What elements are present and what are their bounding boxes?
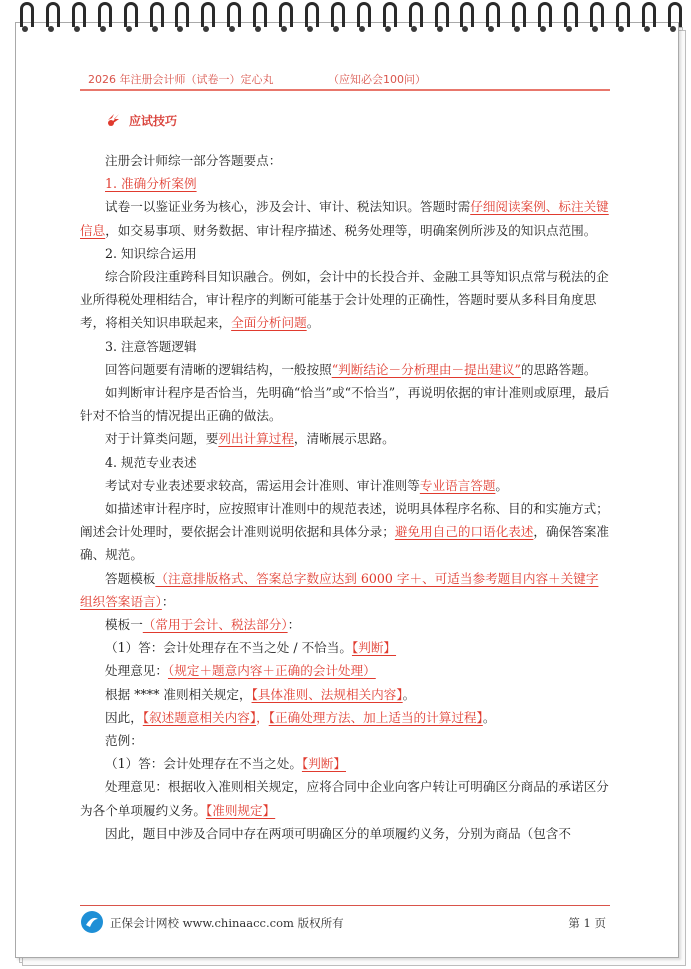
binding-ring bbox=[562, 2, 574, 36]
example-line-1: （1）答：会计处理存在不当之处。【判断】 bbox=[105, 756, 346, 772]
binding-ring bbox=[640, 2, 652, 36]
example-line-2: 处理意见：根据收入准则相关规定，应将合同中企业向客户转让可明确区分商品的承诺区分为各个单项履约义务。【准则规定】 bbox=[80, 779, 609, 818]
paragraph-5: 对于计算类问题，要列出计算过程，清晰展示思路。 bbox=[105, 431, 395, 447]
flame-icon bbox=[105, 111, 123, 129]
binding-ring bbox=[122, 2, 134, 36]
example-line-3: 因此，题目中涉及合同中存在两项可明确区分的单项履约义务，分别为商品（包含不 bbox=[105, 825, 571, 841]
intro-line: 注册会计师综一部分答题要点： bbox=[105, 153, 282, 168]
binding-ring bbox=[18, 2, 30, 36]
binding-ring bbox=[303, 2, 315, 36]
template-line-3: 根据 **** 准则相关规定，【具体准则、法规相关内容】。 bbox=[105, 686, 416, 702]
paragraph-7: 如描述审计程序时，应按照审计准则中的规范表述，说明具体程序名称、目的和实施方式；阐述会计处理时，要依据会计准则说明依据和具体分录；避免用自己的口语化表述，确保答案准确、规范。 bbox=[80, 501, 609, 563]
binding-ring bbox=[666, 2, 678, 36]
template-line-2: 处理意见：（规定＋题意内容＋正确的会计处理） bbox=[105, 663, 376, 679]
paragraph-4: 如判断审计程序是否恰当，先明确“恰当”或“不恰当”，再说明依据的审计准则或原理，最后针对不恰当的情况提出正确的做法。 bbox=[80, 385, 610, 424]
heading-4: 4. 规范专业表述 bbox=[105, 454, 197, 470]
header-rule bbox=[80, 89, 610, 91]
header-subtitle: （应知必会100问） bbox=[328, 73, 426, 86]
footer-rule bbox=[80, 905, 610, 906]
binding-ring bbox=[96, 2, 108, 36]
binding-ring bbox=[433, 2, 445, 36]
paragraph-1: 试卷一以鉴证业务为核心，涉及会计、审计、税法知识。答题时需仔细阅读案例、标注关键信息，如交易事项、财务数据、审计程序描述、税务处理等，明确案例所涉及的知识点范围。 bbox=[80, 199, 609, 238]
section-title: 应试技巧 bbox=[129, 113, 178, 128]
binding-ring bbox=[173, 2, 185, 36]
binding-ring bbox=[458, 2, 470, 36]
footer-copyright: 正保会计网校 www.chinaacc.com 版权所有 bbox=[110, 916, 344, 930]
paragraph-3: 回答问题要有清晰的逻辑结构，一般按照“判断结论－分析理由－提出建议”的思路答题。 bbox=[105, 361, 597, 377]
heading-1: 1. 准确分析案例 bbox=[105, 176, 197, 192]
binding-ring bbox=[355, 2, 367, 36]
heading-3: 3. 注意答题逻辑 bbox=[105, 338, 197, 354]
binding-ring bbox=[225, 2, 237, 36]
spiral-binding bbox=[18, 2, 678, 36]
running-header bbox=[80, 69, 610, 89]
binding-ring bbox=[536, 2, 548, 36]
binding-ring bbox=[381, 2, 393, 36]
page-footer bbox=[80, 910, 610, 936]
binding-ring bbox=[251, 2, 263, 36]
header-title: 2026 年注册会计师（试卷一）定心丸 bbox=[88, 73, 274, 86]
chinaacc-logo-icon bbox=[80, 910, 104, 934]
paragraph-2: 综合阶段注重跨科目知识融合。例如，会计中的长投合并、金融工具等知识点常与税法的企业所得税处理相结合，审计程序的判断可能基于会计处理的正确性，答题时要从多科目角度思考，将相关知识串联起来，全面分析问题。 bbox=[80, 269, 609, 331]
page-number: 第 1 页 bbox=[568, 916, 606, 930]
main-content bbox=[80, 149, 610, 845]
section-heading bbox=[105, 110, 177, 130]
binding-ring bbox=[277, 2, 289, 36]
binding-ring bbox=[614, 2, 626, 36]
binding-ring bbox=[588, 2, 600, 36]
binding-ring bbox=[70, 2, 82, 36]
binding-ring bbox=[484, 2, 496, 36]
binding-ring bbox=[44, 2, 56, 36]
paragraph-6: 考试对专业表述要求较高，需运用会计准则、审计准则等专业语言答题。 bbox=[105, 477, 508, 493]
example-label: 范例： bbox=[105, 733, 143, 749]
binding-ring bbox=[199, 2, 211, 36]
template-1: 模板一（常用于会计、税法部分）： bbox=[105, 617, 301, 633]
binding-ring bbox=[148, 2, 160, 36]
binding-ring bbox=[329, 2, 341, 36]
paragraph-8: 答题模板（注意排版格式、答案总字数应达到 6000 字＋、可适当参考题目内容＋关键字组织答案语言）： bbox=[80, 570, 599, 609]
binding-ring bbox=[407, 2, 419, 36]
template-line-1: （1）答：会计处理存在不当之处 / 不恰当。【判断】 bbox=[105, 640, 397, 656]
template-line-4: 因此，【叙述题意相关内容】，【正确处理方法、加上适当的计算过程】。 bbox=[105, 709, 496, 725]
binding-ring bbox=[510, 2, 522, 36]
heading-2: 2. 知识综合运用 bbox=[105, 245, 197, 261]
